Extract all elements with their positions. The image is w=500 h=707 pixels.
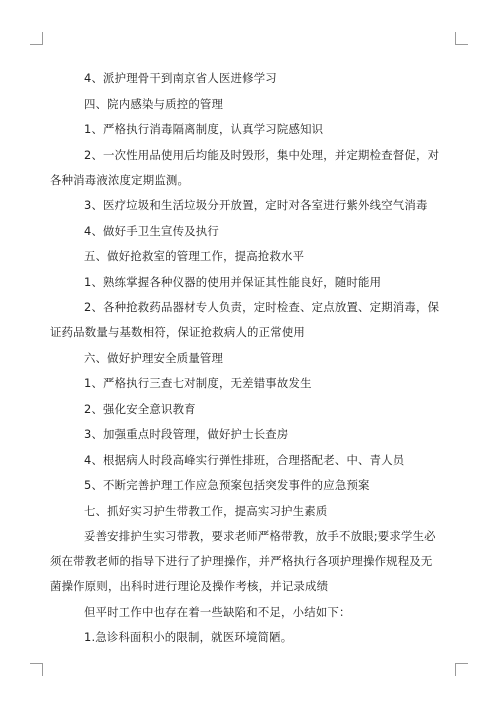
paragraph: 5、不断完善护理工作应急预案包括突发事件的应急预案 bbox=[84, 478, 370, 492]
crop-mark-top-left bbox=[30, 32, 43, 45]
crop-mark-bottom-left bbox=[30, 663, 43, 676]
paragraph: 2、各种抢救药品器材专人负责，定时检查、定点放置、定期消毒，保证药品数量与基数相符，保证抢救病人的正常使用 bbox=[50, 300, 440, 339]
crop-mark-top-right bbox=[455, 32, 468, 45]
paragraph: 2、强化安全意识教育 bbox=[84, 401, 196, 416]
paragraph: 4、做好手卫生宣传及执行 bbox=[84, 223, 219, 238]
document-body bbox=[50, 66, 440, 651]
paragraph: 2、一次性用品使用后均能及时毁形，集中处理，并定期检查督促，对各种消毒液浓度定期监测。 bbox=[50, 147, 440, 187]
paragraph: 妥善安排护生实习带教，要求老师严格带教，放手不放眼;要求学生必须在带教老师的指导下进行了护理操作，并严格执行各项护理操作规程及无菌操作原则，出科时进行理论及操作考核，并记录成绩 bbox=[50, 529, 436, 593]
paragraph: 1、熟练掌握各种仪器的使用并保证其性能良好，随时能用 bbox=[84, 274, 382, 289]
paragraph: 3、加强重点时段管理，做好护士长查房 bbox=[84, 427, 289, 441]
paragraph: 但平时工作中也存在着一些缺陷和不足，小结如下： bbox=[84, 604, 351, 619]
crop-mark-bottom-right bbox=[455, 663, 468, 676]
paragraph: 4、派护理骨干到南京省人医进修学习 bbox=[84, 71, 277, 85]
section-heading: 七、抓好实习护生带教工作，提高实习护生素质 bbox=[84, 503, 328, 518]
paragraph: 1、严格执行三查七对制度，无差错事故发生 bbox=[84, 376, 312, 390]
section-heading: 四、院内感染与质控的管理 bbox=[84, 96, 224, 111]
section-heading: 五、做好抢救室的管理工作，提高抢救水平 bbox=[84, 249, 305, 263]
section-heading: 六、做好护理安全质量管理 bbox=[84, 350, 224, 365]
paragraph: 3、医疗垃圾和生活垃圾分开放置，定时对各室进行紫外线空气消毒 bbox=[84, 198, 428, 212]
paragraph: 1.急诊科面积小的限制，就医环境简陋。 bbox=[84, 630, 293, 644]
paragraph: 4、根据病人时段高峰实行弹性排班，合理搭配老、中、青人员 bbox=[84, 452, 405, 467]
paragraph: 1、严格执行消毒隔离制度，认真学习院感知识 bbox=[84, 122, 324, 136]
